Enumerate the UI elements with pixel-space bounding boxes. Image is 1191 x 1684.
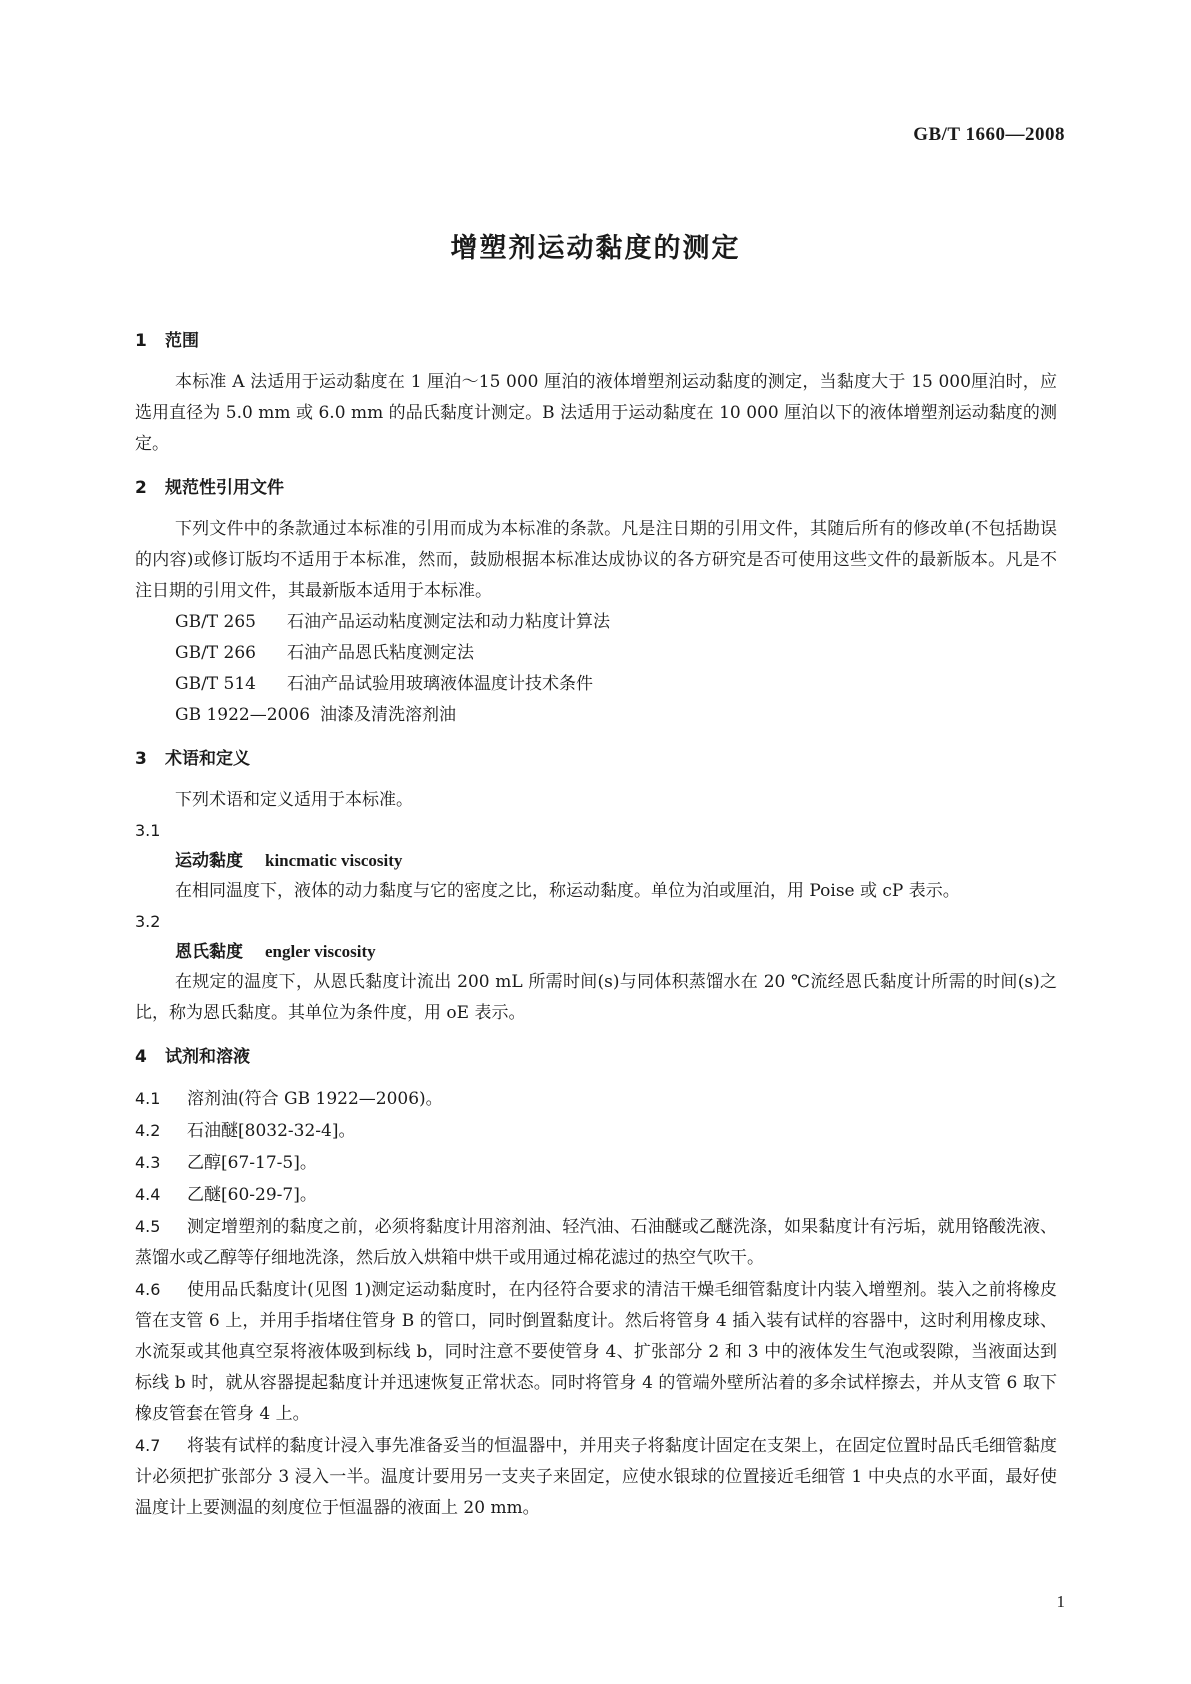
reference-name: 石油产品运动粘度测定法和动力粘度计算法 xyxy=(287,612,610,632)
document-title: 增塑剂运动黏度的测定 xyxy=(450,233,741,264)
reference-name: 油漆及清洗溶剂油 xyxy=(320,705,457,725)
clause-number: 4.7 xyxy=(135,1436,161,1455)
section-number: 1 xyxy=(135,331,147,351)
standard-code: GB/T 1660—2008 xyxy=(913,124,1065,145)
paragraph: 本标准 A 法适用于运动黏度在 1 厘泊～15 000 厘泊的液体增塑剂运动黏度的测定，当黏度大于 15 000厘泊时，应选用直径为 5.0 mm 或 6.0 mm 的品氏黏度计测定。B 法适用于运动黏度在 10 000 厘泊以下的液体增塑剂运动黏度的测定。 xyxy=(135,372,1057,454)
reference-item xyxy=(175,669,1057,700)
section-terms-definitions xyxy=(135,745,1057,1029)
section-heading xyxy=(135,327,1057,355)
term-name-zh: 恩氏黏度 xyxy=(175,942,243,962)
section-title: 试剂和溶液 xyxy=(165,1047,250,1067)
clause-number: 4.4 xyxy=(135,1185,161,1204)
clause xyxy=(135,1430,1057,1524)
reference-code: GB 1922—2006 xyxy=(175,705,311,725)
section-title: 规范性引用文件 xyxy=(165,478,284,498)
paragraph: 下列文件中的条款通过本标准的引用而成为本标准的条款。凡是注日期的引用文件，其随后所有的修改单(不包括勘误的内容)或修订版均不适用于本标准，然而，鼓励根据本标准达成协议的各方研究是否可使用这些文件的最新版本。凡是不注日期的引用文件，其最新版本适用于本标准。 xyxy=(135,519,1057,601)
reference-name: 石油产品恩氏粘度测定法 xyxy=(287,643,474,663)
term-name-en: engler viscosity xyxy=(265,942,376,961)
term-name-en: kincmatic viscosity xyxy=(265,851,403,870)
clause xyxy=(135,1179,1057,1211)
term-number: 3.1 xyxy=(135,821,161,840)
page-number: 1 xyxy=(1056,1592,1065,1611)
section-heading xyxy=(135,474,1057,502)
clause-number: 4.6 xyxy=(135,1280,161,1299)
section-number: 4 xyxy=(135,1047,147,1067)
reference-item xyxy=(175,700,1057,731)
section-number: 3 xyxy=(135,749,147,769)
clause-text: 乙醚[60-29-7]。 xyxy=(187,1185,317,1205)
reference-code: GB/T 266 xyxy=(175,643,256,663)
section-heading xyxy=(135,1043,1057,1071)
section-heading xyxy=(135,745,1057,773)
reference-code: GB/T 265 xyxy=(175,612,256,632)
reference-name: 石油产品试验用玻璃液体温度计技术条件 xyxy=(287,674,593,694)
reference-list xyxy=(175,607,1057,731)
clause-text: 乙醇[67-17-5]。 xyxy=(187,1153,317,1173)
clause-text: 将装有试样的黏度计浸入事先准备妥当的恒温器中，并用夹子将黏度计固定在支架上，在固定位置时品氏毛细管黏度计必须把扩张部分 3 浸入一半。温度计要用另一支夹子来固定，应使水银球的位置接近毛细管 1 中央点的水平面，最好使温度计上要测温的刻度位于恒温器的液面上 20 mm。 xyxy=(135,1436,1057,1518)
clause xyxy=(135,1211,1057,1274)
reference-item xyxy=(175,607,1057,638)
clause-text: 使用品氏黏度计(见图 1)测定运动黏度时，在内径符合要求的清洁干燥毛细管黏度计内装入增塑剂。装入之前将橡皮管在支管 6 上，并用手指堵住管身 B 的管口，同时倒置黏度计。然后将管身 4 插入装有试样的容器中，这时利用橡皮球、水流泵或其他真空泵将液体吸到标线 b，同时注意不要使管身 4、扩张部分 2 和 3 中的液体发生气泡或裂隙，当液面达到标线 b 时，就从容器提起黏度计并迅速恢复正常状态。同时将管身 4 的管端外壁所沾着的多余试样擦去，并从支管 6 取下橡皮管套在管身 4 上。 xyxy=(135,1280,1057,1424)
section-title: 范围 xyxy=(165,331,199,351)
clause xyxy=(135,1274,1057,1430)
term-name xyxy=(175,846,1057,876)
term-definition: 在规定的温度下，从恩氏黏度计流出 200 mL 所需时间(s)与同体积蒸馏水在 20 ℃流经恩氏黏度计所需的时间(s)之比，称为恩氏黏度。其单位为条件度，用 oE 表示。 xyxy=(135,972,1057,1023)
clause xyxy=(135,1115,1057,1147)
term-definition: 在相同温度下，液体的动力黏度与它的密度之比，称运动黏度。单位为泊或厘泊，用 Poise 或 cP 表示。 xyxy=(175,881,960,901)
document-body xyxy=(135,327,1057,1538)
section-normative-references xyxy=(135,474,1057,731)
clause xyxy=(135,1083,1057,1115)
clause-text: 石油醚[8032-32-4]。 xyxy=(187,1121,356,1141)
clause-number: 4.3 xyxy=(135,1153,161,1172)
section-scope xyxy=(135,327,1057,460)
reference-code: GB/T 514 xyxy=(175,674,256,694)
paragraph: 下列术语和定义适用于本标准。 xyxy=(175,790,413,810)
clause-text: 测定增塑剂的黏度之前，必须将黏度计用溶剂油、轻汽油、石油醚或乙醚洗涤，如果黏度计有污垢，就用铬酸洗液、蒸馏水或乙醇等仔细地洗涤，然后放入烘箱中烘干或用通过棉花滤过的热空气吹干。 xyxy=(135,1217,1057,1268)
section-number: 2 xyxy=(135,478,147,498)
clause-number: 4.1 xyxy=(135,1089,161,1108)
term-name xyxy=(175,937,1057,967)
clause-number: 4.2 xyxy=(135,1121,161,1140)
term-number: 3.2 xyxy=(135,912,161,931)
clause-text: 溶剂油(符合 GB 1922—2006)。 xyxy=(187,1089,443,1109)
clause xyxy=(135,1147,1057,1179)
reference-item xyxy=(175,638,1057,669)
section-title: 术语和定义 xyxy=(165,749,250,769)
section-reagents-solutions xyxy=(135,1043,1057,1524)
clause-number: 4.5 xyxy=(135,1217,161,1236)
term-name-zh: 运动黏度 xyxy=(175,851,243,871)
